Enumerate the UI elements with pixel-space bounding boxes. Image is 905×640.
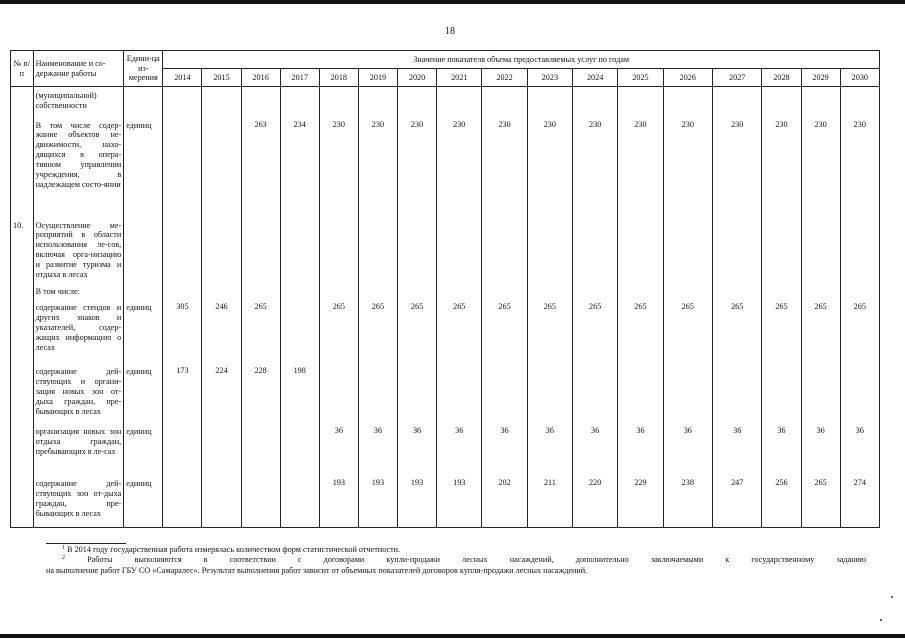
header-values-by-year: Значение показателя объема предоставляемых услуг по годам [163, 51, 880, 69]
footnote-2 [46, 555, 866, 565]
row-value: 265 [618, 299, 663, 363]
footnote-2-text: Работы выполняются в соответствии с договорами купли-продажи лесных насаждений, дополнительно заключаемыми к государственному заданию [87, 555, 866, 565]
row-value: 211 [527, 475, 572, 527]
footnote-2-mark: 2 [62, 555, 65, 562]
scan-top-edge [0, 0, 905, 4]
table-row [11, 117, 880, 217]
row-number [11, 283, 34, 300]
row-value [358, 87, 397, 117]
table-row [11, 283, 880, 300]
row-number [11, 423, 34, 475]
row-value: 193 [358, 475, 397, 527]
header-year: 2017 [280, 69, 319, 87]
row-value [482, 217, 527, 283]
header-year: 2028 [762, 69, 801, 87]
row-value [482, 363, 527, 423]
row-work-name: (муниципальной) собственности [33, 87, 124, 117]
row-value [663, 87, 712, 117]
footnote-1-text: В 2014 году государственная работа измерялась количеством форм статистической отчетности. [67, 545, 401, 554]
row-value: 224 [202, 363, 241, 423]
row-number [11, 87, 34, 117]
row-value [202, 423, 241, 475]
row-value [163, 87, 202, 117]
row-work-name: содержание дей-ствующих и органи-зация новых зон от-дыха граждан, пре-бывающих в лесах [33, 363, 124, 423]
row-value [280, 283, 319, 300]
row-value: 229 [618, 475, 663, 527]
row-value [280, 475, 319, 527]
row-value: 230 [358, 117, 397, 217]
header-year: 2015 [202, 69, 241, 87]
row-value: 265 [527, 299, 572, 363]
row-value [319, 283, 358, 300]
page-number: 18 [445, 26, 455, 37]
table-row [11, 423, 880, 475]
row-value [762, 283, 801, 300]
row-value: 36 [398, 423, 437, 475]
row-value [618, 87, 663, 117]
row-value [840, 363, 879, 423]
row-value [398, 217, 437, 283]
row-value [713, 363, 762, 423]
row-value: 198 [280, 363, 319, 423]
row-work-name: содержание дей-ствующих зон от-дыха граждан, пре-бывающих в лесах [33, 475, 124, 527]
row-value [801, 217, 840, 283]
row-value [398, 283, 437, 300]
row-value [801, 87, 840, 117]
row-value [202, 217, 241, 283]
row-value: 265 [663, 299, 712, 363]
row-value: 230 [840, 117, 879, 217]
row-value [527, 217, 572, 283]
row-value [202, 87, 241, 117]
row-number [11, 117, 34, 217]
header-year: 2029 [801, 69, 840, 87]
row-value: 230 [663, 117, 712, 217]
row-value [840, 283, 879, 300]
row-value [713, 283, 762, 300]
row-number [11, 475, 34, 527]
row-value: 36 [840, 423, 879, 475]
row-unit [124, 87, 163, 117]
row-value: 246 [202, 299, 241, 363]
row-value: 265 [319, 299, 358, 363]
row-value [202, 117, 241, 217]
row-value: 305 [163, 299, 202, 363]
row-value [437, 363, 482, 423]
row-value: 36 [762, 423, 801, 475]
row-work-name: Осуществление ме-роприятий в области использования ле-сов, включая орга-низацию и развитие туризма и отдыха в лесах [33, 217, 124, 283]
row-value [241, 475, 280, 527]
row-work-name: содержание стендов и других знаков и указателей, содер-жащих информацию о лесах [33, 299, 124, 363]
row-value [202, 283, 241, 300]
row-value: 230 [618, 117, 663, 217]
row-unit: единиц [124, 475, 163, 527]
row-value: 193 [319, 475, 358, 527]
row-unit: единиц [124, 363, 163, 423]
row-unit: единиц [124, 117, 163, 217]
row-value [163, 217, 202, 283]
row-value: 36 [663, 423, 712, 475]
row-unit: единиц [124, 423, 163, 475]
row-number [11, 363, 34, 423]
row-value: 36 [618, 423, 663, 475]
row-value [663, 217, 712, 283]
row-unit [124, 217, 163, 283]
row-value [573, 217, 618, 283]
header-year: 2016 [241, 69, 280, 87]
row-value [618, 283, 663, 300]
row-value: 265 [398, 299, 437, 363]
row-value: 230 [398, 117, 437, 217]
row-value [163, 283, 202, 300]
row-value: 230 [527, 117, 572, 217]
row-value [762, 363, 801, 423]
row-value [241, 283, 280, 300]
row-value: 230 [762, 117, 801, 217]
table-row [11, 299, 880, 363]
row-value [280, 87, 319, 117]
row-value [762, 87, 801, 117]
row-value [202, 475, 241, 527]
row-value [163, 475, 202, 527]
row-value: 173 [163, 363, 202, 423]
row-value [280, 423, 319, 475]
header-number: № п/п [11, 51, 34, 87]
row-value [573, 283, 618, 300]
row-value: 265 [482, 299, 527, 363]
footnote-1-mark: 1 [62, 545, 65, 551]
row-unit: единиц [124, 299, 163, 363]
table-row [11, 217, 880, 283]
row-value [358, 217, 397, 283]
header-unit: Едини-ца из-мерения [124, 51, 163, 87]
row-value: 36 [437, 423, 482, 475]
row-value: 36 [358, 423, 397, 475]
row-value: 265 [241, 299, 280, 363]
row-value [437, 217, 482, 283]
header-year: 2018 [319, 69, 358, 87]
row-value: 36 [527, 423, 572, 475]
row-value [398, 87, 437, 117]
row-value: 193 [437, 475, 482, 527]
row-value [319, 363, 358, 423]
row-value: 230 [319, 117, 358, 217]
row-value [358, 283, 397, 300]
row-value: 265 [713, 299, 762, 363]
header-year: 2021 [437, 69, 482, 87]
row-value [618, 363, 663, 423]
header-year: 2020 [398, 69, 437, 87]
row-value: 230 [801, 117, 840, 217]
row-value [663, 283, 712, 300]
footnotes [46, 543, 866, 576]
row-value: 265 [573, 299, 618, 363]
row-value: 36 [713, 423, 762, 475]
header-year: 2026 [663, 69, 712, 87]
services-volume-table [10, 50, 880, 528]
row-value: 193 [398, 475, 437, 527]
row-value: 230 [437, 117, 482, 217]
row-value [801, 283, 840, 300]
header-year: 2014 [163, 69, 202, 87]
row-value [840, 87, 879, 117]
row-value [163, 423, 202, 475]
row-value [573, 87, 618, 117]
footnote-2-continuation: на выполнение работ ГБУ СО «Самаралес». Результат выполнения работ зависит от объемных показателей договоров купли-продажи лесных насаждений. [46, 565, 588, 575]
row-value [482, 87, 527, 117]
row-value: 247 [713, 475, 762, 527]
scan-speck [880, 619, 882, 621]
row-value [713, 217, 762, 283]
row-value: 263 [241, 117, 280, 217]
scan-speck [891, 596, 893, 598]
row-value [280, 299, 319, 363]
header-work-name: Наименование и со-держание работы [33, 51, 124, 87]
table-row [11, 363, 880, 423]
row-work-name: организация новых зон отдыха граждан, пребывающих в ле-сах [33, 423, 124, 475]
row-unit [124, 283, 163, 300]
row-value [527, 283, 572, 300]
row-value: 36 [482, 423, 527, 475]
row-value [241, 217, 280, 283]
row-value: 265 [762, 299, 801, 363]
row-value [319, 217, 358, 283]
row-value [840, 217, 879, 283]
row-value: 202 [482, 475, 527, 527]
table-row [11, 475, 880, 527]
row-value [618, 217, 663, 283]
row-value: 238 [663, 475, 712, 527]
header-year: 2024 [573, 69, 618, 87]
row-value [762, 217, 801, 283]
row-value: 36 [573, 423, 618, 475]
row-value [801, 363, 840, 423]
row-value: 265 [358, 299, 397, 363]
row-value: 230 [713, 117, 762, 217]
header-year: 2025 [618, 69, 663, 87]
row-value: 265 [437, 299, 482, 363]
header-year: 2019 [358, 69, 397, 87]
row-value [163, 117, 202, 217]
row-value: 274 [840, 475, 879, 527]
row-value: 265 [801, 299, 840, 363]
header-year: 2027 [713, 69, 762, 87]
row-value [527, 87, 572, 117]
row-number [11, 299, 34, 363]
header-year: 2023 [527, 69, 572, 87]
row-value: 36 [801, 423, 840, 475]
row-value [280, 217, 319, 283]
header-year: 2030 [840, 69, 879, 87]
row-value: 230 [482, 117, 527, 217]
row-value [713, 87, 762, 117]
header-year: 2022 [482, 69, 527, 87]
row-value: 36 [319, 423, 358, 475]
row-work-name: В том числе: [33, 283, 124, 300]
row-value [398, 363, 437, 423]
footnote-rule [46, 543, 126, 544]
row-value: 234 [280, 117, 319, 217]
row-work-name: В том числе содер-жание объектов не-движимости, нахо-дящихся в опера-тивном управлении учреждения, в надлежащем состо-янии [33, 117, 124, 217]
row-value [241, 423, 280, 475]
row-value: 256 [762, 475, 801, 527]
row-value [358, 363, 397, 423]
row-value [437, 283, 482, 300]
scan-bottom-edge [0, 634, 905, 638]
row-value [527, 363, 572, 423]
row-value [663, 363, 712, 423]
row-value [437, 87, 482, 117]
row-value [241, 87, 280, 117]
row-number: 10. [11, 217, 34, 283]
row-value: 220 [573, 475, 618, 527]
footnote-1 [46, 545, 866, 555]
row-value: 230 [573, 117, 618, 217]
table-row [11, 87, 880, 117]
row-value [573, 363, 618, 423]
row-value [319, 87, 358, 117]
row-value: 265 [801, 475, 840, 527]
row-value: 265 [840, 299, 879, 363]
row-value: 228 [241, 363, 280, 423]
row-value [482, 283, 527, 300]
